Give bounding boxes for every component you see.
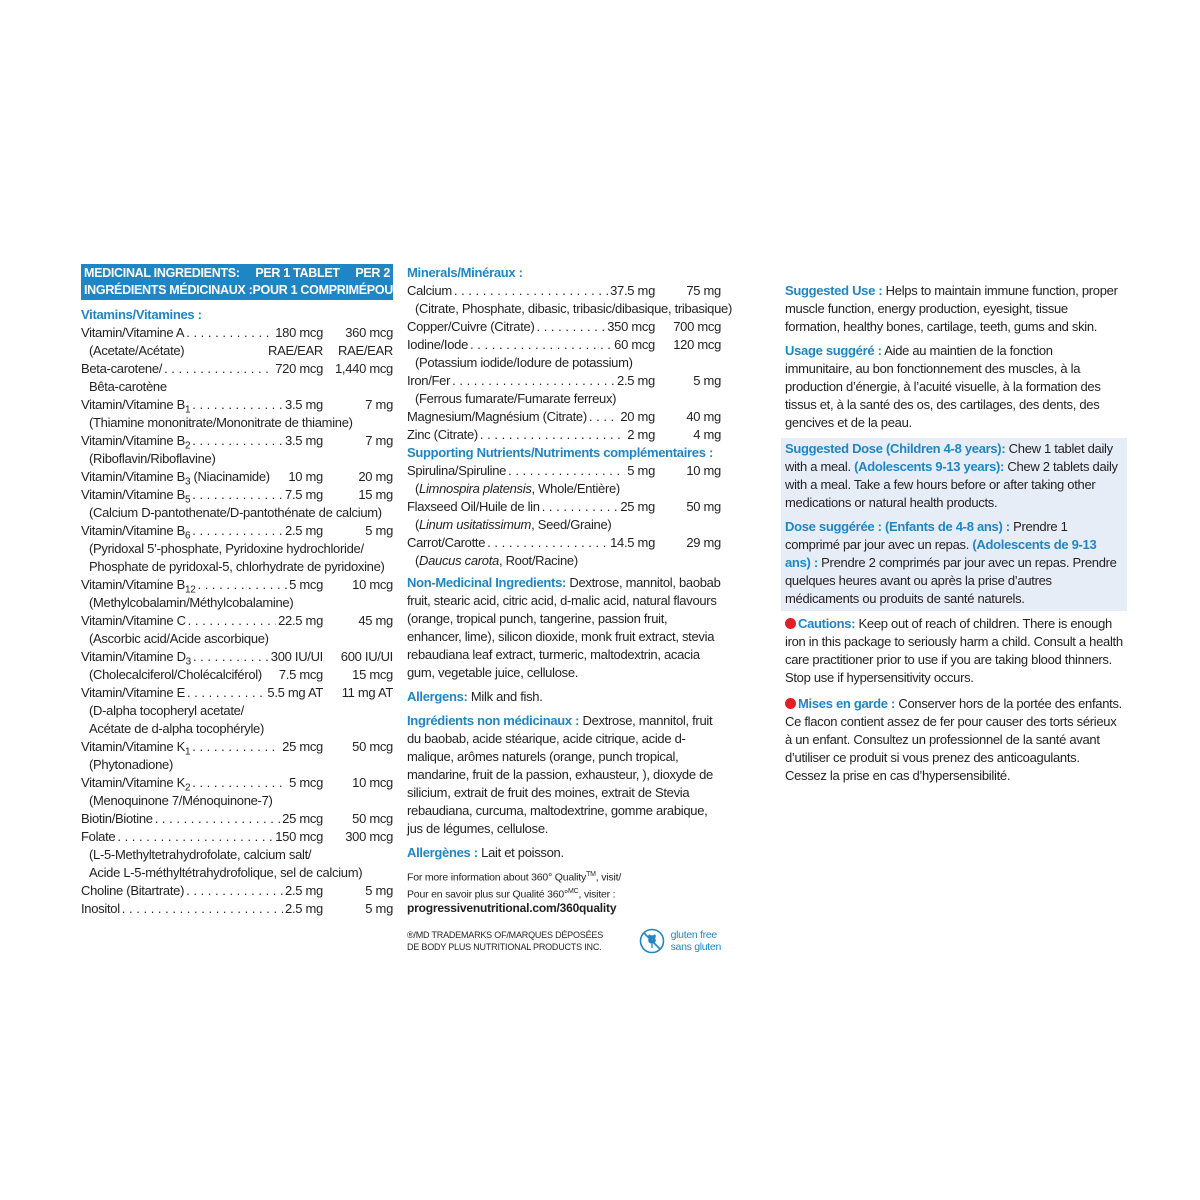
more-info-en: For more information about 360° Quality xyxy=(407,871,587,884)
amount-per-2: 5 mg xyxy=(365,901,393,916)
ingredient-row xyxy=(407,498,721,516)
ingredient-name-text: Vitamin/Vitamine C xyxy=(81,613,186,628)
dose-children-text: Chew 1 tablet daily with a meal. xyxy=(785,441,1113,474)
non-medicinal-text: Dextrose, mannitol, baobab fruit, stearic acid, citric acid, d-malic acid, natural flavours (orange, tropical punch, tangerine, passion fruit, enhancer, lime), silicon dioxide, monk fruit extract, stevia rebaudiana leaf extract, turmeric, maltodextrin, acacia gum, vegetable juice, cellulose. xyxy=(407,575,721,680)
amount-per-2: 120 mcg xyxy=(673,337,721,352)
warning-dot-icon xyxy=(785,698,796,709)
header-label-en: MEDICINAL INGREDIENTS: xyxy=(84,266,240,280)
dose-adolescents-fr-label: (Adolescents de 9-13 ans) : xyxy=(785,537,1097,570)
ingredient-row xyxy=(81,882,393,900)
trademark-line2: DE BODY PLUS NUTRITIONAL PRODUCTS INC. xyxy=(407,942,602,952)
tm-mark: TM xyxy=(586,871,596,878)
ingredient-name-text: Spirulina/Spiruline xyxy=(407,463,507,478)
ingredient-row xyxy=(81,324,393,342)
ingredient-name xyxy=(407,282,452,300)
medicinal-ingredients-column xyxy=(81,264,412,918)
quality-url[interactable]: progressivenutritional.com/360quality xyxy=(407,901,617,915)
ingredient-detail: Phosphate de pyridoxal-5, chlorhydrate de pyridoxine) xyxy=(89,559,385,574)
dot-leader xyxy=(197,576,287,594)
more-info xyxy=(407,868,721,916)
ingredient-name-text: Choline (Bitartrate) xyxy=(81,883,185,898)
gluten-free-en: gluten free xyxy=(670,929,717,941)
ingredient-name-text: Vitamin/Vitamine B xyxy=(81,487,185,502)
dose-children-label: Suggested Dose (Children 4-8 years): xyxy=(785,441,1006,456)
supporting-list xyxy=(407,462,721,570)
dot-leader xyxy=(192,432,283,450)
amount-per-2: 50 mcg xyxy=(352,811,393,826)
ingredient-row xyxy=(407,534,721,552)
ingredient-name-text: Vitamin/Vitamine B xyxy=(81,577,185,592)
amount-per-1: 2.5 mg xyxy=(285,883,323,898)
dot-leader xyxy=(589,408,618,426)
source-part: , Whole/Entière) xyxy=(531,481,620,496)
non-medicinal-text-fr: Dextrose, mannitol, fruit du baobab, acide stéarique, acide citrique, acide d-malique, arômes naturels (orange, punch tropical, mandarine, fruit de la passion, exhausteur, ), dioxyde de silicium, extrait de fruit des moines, extrait de Stevia rebaudiana, curcuma, maltodextrine, gomme arabique, jus de légumes, cellulose. xyxy=(407,713,713,836)
dot-leader xyxy=(186,324,273,342)
vitamins-list xyxy=(81,324,393,918)
amount-per-2: 700 mcg xyxy=(673,319,721,334)
amount-per-2: 29 mg xyxy=(686,535,721,550)
dot-leader xyxy=(192,738,280,756)
header-per1-en: PER 1 TABLET xyxy=(255,266,340,280)
amount-per-1: 5 mg xyxy=(627,463,655,478)
ingredient-row xyxy=(81,360,393,378)
vitamins-heading: Vitamins/Vitamines : xyxy=(81,307,202,322)
amount-per-1: 25 mcg xyxy=(282,739,323,754)
ingredient-name-text: Magnesium/Magnésium (Citrate) xyxy=(407,409,587,424)
dot-leader xyxy=(192,396,283,414)
ingredient-name xyxy=(81,360,162,378)
dot-leader xyxy=(192,486,283,504)
amount-per-2: 11 mg AT xyxy=(341,685,393,700)
dot-leader xyxy=(487,534,608,552)
minerals-heading: Minerals/Minéraux : xyxy=(407,265,523,280)
ingredient-detail: (Ascorbic acid/Acide ascorbique) xyxy=(89,631,269,646)
dot-leader xyxy=(188,612,276,630)
dot-leader xyxy=(192,774,287,792)
amount-per-2: 50 mcg xyxy=(352,739,393,754)
amount-per-1: 7.5 mg xyxy=(285,487,323,502)
trademark-note xyxy=(407,929,603,953)
vitamin-subscript: 12 xyxy=(184,584,196,596)
ingredient-name-text: Vitamin/Vitamine E xyxy=(81,685,185,700)
ingredient-name-text: Vitamin/Vitamine B xyxy=(81,397,185,412)
more-info-en-end: , visit/ xyxy=(595,871,622,884)
dose-enfants-text: Prendre 1 comprimé par jour avec un repas. xyxy=(785,519,1068,552)
allergens-label-fr: Allergènes : xyxy=(407,845,478,860)
dot-leader xyxy=(480,426,625,444)
ingredient-name xyxy=(407,336,468,354)
amount-per-2: 7 mg xyxy=(365,433,393,448)
mc-mark: MC xyxy=(568,887,579,895)
ingredient-detail: Acétate de d-alpha tocophéryle) xyxy=(89,721,264,736)
warning-dot-icon xyxy=(785,618,796,629)
vitamin-subscript: 5 xyxy=(184,494,191,506)
header-per2-en: PER 2 xyxy=(355,266,390,280)
amount-per-1: 10 mg xyxy=(288,469,323,484)
ingredient-row xyxy=(81,468,393,486)
amount-per-1: 22.5 mg xyxy=(278,613,323,628)
source-part: , Root/Racine) xyxy=(498,553,578,568)
amount-per-1: 5.5 mg AT xyxy=(267,685,323,700)
amount-per-2: 40 mg xyxy=(686,409,721,424)
amount-per-1: 5 mcg xyxy=(289,577,323,592)
ingredient-name xyxy=(81,828,115,846)
cautions-text: Keep out of reach of children. There is enough iron in this package to seriously harm a child. Consult a health care practitioner prior to use if you are taking blood thinners. Stop use if hypersensitivity occurs. xyxy=(785,616,1123,685)
gluten-free-badge xyxy=(639,928,721,954)
vitamin-subscript: 6 xyxy=(184,530,191,542)
ingredient-name xyxy=(81,324,184,342)
amount-per-1: 2.5 mg xyxy=(285,523,323,538)
amount-per-2: RAE/EAR xyxy=(338,343,393,358)
ingredient-source: (Linum usitatissimum, Seed/Graine) xyxy=(415,517,612,532)
amount-per-2: 50 mg xyxy=(686,499,721,514)
amount-per-1: 25 mcg xyxy=(282,811,323,826)
amount-per-2: 5 mg xyxy=(693,373,721,388)
allergens-label: Allergens: xyxy=(407,689,468,704)
minerals-list xyxy=(407,282,732,444)
ingredient-name xyxy=(407,426,478,444)
latin-name: Linum usitatissimum xyxy=(419,517,532,532)
ingredient-detail: (Acetate/Acétate) xyxy=(89,343,185,358)
ingredient-name-text: Iodine/Iode xyxy=(407,337,469,352)
footer-row xyxy=(407,928,721,954)
ingredient-row xyxy=(81,774,393,792)
amount-per-1: 37.5 mg xyxy=(610,283,655,298)
dose-adolescents-label: (Adolescents 9-13 years): xyxy=(854,459,1005,474)
cautions-label: Cautions: xyxy=(798,616,856,631)
dot-leader xyxy=(452,372,615,390)
ingredient-name-text: Calcium xyxy=(407,283,452,298)
ingredient-row xyxy=(81,522,393,540)
ingredient-detail: (Ferrous fumarate/Fumarate ferreux) xyxy=(415,391,617,406)
usage-suggere-label: Usage suggéré : xyxy=(785,343,882,358)
ingredient-name-text: Carrot/Carotte xyxy=(407,535,486,550)
vitamin-subscript: 3 xyxy=(184,476,191,488)
ingredient-row xyxy=(407,318,721,336)
ingredient-detail: Acide L-5-méthyltétrahydrofolique, sel de calcium) xyxy=(89,865,363,880)
dose-adolescents-fr-text: Prendre 2 comprimés par jour avec un repas. Prendre quelques heures avant ou après la prise d’autres médicaments ou produits de santé naturels. xyxy=(785,555,1117,606)
ingredient-name-text: Vitamin/Vitamine K xyxy=(81,739,185,754)
dose-suggeree xyxy=(785,518,1123,608)
dot-leader xyxy=(536,318,605,336)
amount-per-1: 150 mcg xyxy=(275,829,323,844)
ingredient-detail: (Menoquinone 7/Ménoquinone-7) xyxy=(89,793,273,808)
non-medicinal-label-fr: Ingrédients non médicinaux : xyxy=(407,713,580,728)
mises-en-garde xyxy=(785,695,1123,785)
dot-leader xyxy=(454,282,608,300)
amount-per-1: 25 mg xyxy=(620,499,655,514)
ingredient-detail: (Phytonadione) xyxy=(89,757,173,772)
ingredient-name xyxy=(81,900,120,918)
ingredient-name-text: Beta-carotene/ xyxy=(81,361,163,376)
ingredient-name-text: Vitamin/Vitamine K xyxy=(81,775,185,790)
source-part: , Seed/Graine) xyxy=(531,517,612,532)
ingredients-header xyxy=(81,264,412,300)
ingredient-name-text: Iron/Fer xyxy=(407,373,451,388)
ingredient-name-text: Biotin/Biotine xyxy=(81,811,153,826)
ingredient-row xyxy=(407,408,721,426)
ingredient-name-text: Vitamin/Vitamine A xyxy=(81,325,185,340)
suggested-dose-box xyxy=(781,438,1127,611)
vitamin-subscript: 1 xyxy=(184,746,191,758)
ingredient-name xyxy=(81,882,184,900)
amount-per-2: 360 mcg xyxy=(345,325,393,340)
ingredient-name-text: Folate xyxy=(81,829,116,844)
ingredient-name-text: Vitamin/Vitamine B xyxy=(81,469,185,484)
allergens xyxy=(407,688,721,706)
amount-per-1: 60 mcg xyxy=(614,337,655,352)
amount-per-2: 1,440 mcg xyxy=(334,361,393,376)
ingredient-name-text: Vitamin/Vitamine B xyxy=(81,523,185,538)
ingredient-name xyxy=(407,534,485,552)
amount-per-2: 300 mcg xyxy=(345,829,393,844)
usage-suggere xyxy=(785,342,1123,432)
latin-name: Daucus carota xyxy=(419,553,499,568)
ingredient-name-text: Vitamin/Vitamine B xyxy=(81,433,185,448)
amount-per-2: 5 mg xyxy=(365,523,393,538)
ingredient-name-text: Flaxseed Oil/Huile de lin xyxy=(407,499,540,514)
ingredient-row xyxy=(81,648,393,666)
amount-per-2: 4 mg xyxy=(693,427,721,442)
dot-leader xyxy=(187,684,265,702)
ingredient-row xyxy=(81,810,393,828)
more-info-fr: Pour en savoir plus sur Qualité 360° xyxy=(407,888,569,900)
vitamin-subscript: 1 xyxy=(184,404,191,416)
amount-per-1: 2 mg xyxy=(627,427,655,442)
more-info-fr-end: , visiter : xyxy=(578,888,616,900)
allergens-text-fr: Lait et poisson. xyxy=(477,845,564,860)
ingredient-name-text: Copper/Cuivre (Citrate) xyxy=(407,319,535,334)
dot-leader xyxy=(155,810,280,828)
latin-name: Limnospira platensis xyxy=(419,481,532,496)
suggested-use-label: Suggested Use : xyxy=(785,283,883,298)
ingredient-row xyxy=(81,684,393,702)
ingredient-row xyxy=(81,612,393,630)
ingredient-detail: (Cholecalciferol/Cholécalciférol) xyxy=(89,667,262,682)
supporting-heading: Supporting Nutrients/Nutriments complémentaires : xyxy=(407,445,714,460)
ingredient-detail: Bêta-carotène xyxy=(89,379,167,394)
amount-per-1: 3.5 mg xyxy=(285,397,323,412)
ingredient-name-text: Zinc (Citrate) xyxy=(407,427,478,442)
header-label-fr: INGRÉDIENTS MÉDICINAUX : xyxy=(84,283,253,297)
ingredient-detail-row xyxy=(81,666,393,684)
amount-per-1: 300 IU/UI xyxy=(270,649,323,664)
dot-leader xyxy=(164,360,273,378)
amount-per-1: 350 mcg xyxy=(607,319,655,334)
mises-en-garde-text: Conserver hors de la portée des enfants. Ce flacon contient assez de fer pour causer des torts sérieux à un enfant. Consultez un professionnel de la santé avant d’utiliser ce produit si vous prenez des anticoagulants. Cessez la prise en cas d’hypersensibilité. xyxy=(785,696,1122,783)
ingredient-row xyxy=(407,282,721,300)
ingredient-row xyxy=(81,828,393,846)
amount-per-2: 20 mg xyxy=(358,469,393,484)
vitamin-subscript: 3 xyxy=(185,656,191,668)
dot-leader xyxy=(117,828,273,846)
ingredient-row xyxy=(81,738,393,756)
amount-per-1: 7.5 mcg xyxy=(278,667,323,682)
header-per1-fr: POUR 1 COMPRIMÉ xyxy=(252,283,367,297)
amount-per-2: 10 mcg xyxy=(352,775,393,790)
ingredient-row xyxy=(81,432,393,450)
allergens-text: Milk and fish. xyxy=(467,689,543,704)
ingredient-detail: (Potassium iodide/Iodure de potassium) xyxy=(415,355,633,370)
ingredient-name-text: Inositol xyxy=(81,901,120,916)
ingredient-name xyxy=(81,684,185,702)
ingredient-row xyxy=(407,372,721,390)
amount-per-1: 2.5 mg xyxy=(285,901,323,916)
amount-per-2: 7 mg xyxy=(365,397,393,412)
amount-per-2: 45 mg xyxy=(358,613,393,628)
amount-per-1: 14.5 mg xyxy=(610,535,655,550)
amount-per-1: 3.5 mg xyxy=(285,433,323,448)
dose-adolescents-text: Chew 2 tablets daily with a meal. Take a few hours before or after taking other medications or natural health products. xyxy=(785,459,1118,510)
dot-leader xyxy=(193,648,269,666)
suggested-use-text: Helps to maintain immune function, proper muscle function, energy production, eyesight, tissue formation, healthy bones, cartilage, teeth, gums and skin. xyxy=(785,283,1118,334)
ingredient-row xyxy=(407,426,721,444)
ingredient-detail: (Riboflavin/Riboflavine) xyxy=(89,451,216,466)
amount-per-2: 75 mg xyxy=(686,283,721,298)
ingredient-detail: (Pyridoxal 5’-phosphate, Pyridoxine hydrochloride/ xyxy=(89,541,364,556)
amount-per-1: 2.5 mg xyxy=(617,373,655,388)
ingredient-row xyxy=(81,576,393,594)
suggested-dose xyxy=(785,440,1123,512)
ingredient-name xyxy=(81,810,153,828)
amount-per-2: 5 mg xyxy=(365,883,393,898)
ingredient-row xyxy=(81,900,393,918)
amount-per-1: 180 mcg xyxy=(275,325,323,340)
ingredient-name xyxy=(407,498,540,516)
amount-per-2: 600 IU/UI xyxy=(340,649,393,664)
ingredient-name-text: Vitamin/Vitamine D xyxy=(81,649,186,664)
vitamin-subscript: 2 xyxy=(184,782,191,794)
ingredient-detail: (Calcium D-pantothenate/D-pantothénate de calcium) xyxy=(89,505,382,520)
dot-leader xyxy=(508,462,625,480)
ingredient-name xyxy=(407,372,450,390)
dot-leader xyxy=(122,900,283,918)
ingredient-row xyxy=(81,396,393,414)
dot-leader xyxy=(542,498,619,516)
non-medicinal-ingredients-fr xyxy=(407,712,721,838)
trademark-line1: ®/MD TRADEMARKS OF/MARQUES DÉPOSÉES xyxy=(407,930,603,940)
dose-enfants-label: Dose suggérée : (Enfants de 4-8 ans) : xyxy=(785,519,1010,534)
ingredient-name xyxy=(407,318,534,336)
ingredient-form: (Niacinamide) xyxy=(190,469,270,484)
minerals-column xyxy=(407,264,732,954)
dot-leader xyxy=(192,522,283,540)
ingredient-detail: (Thiamine mononitrate/Mononitrate de thiamine) xyxy=(89,415,353,430)
ingredient-detail: (Citrate, Phosphate, dibasic, tribasic/dibasique, tribasique) xyxy=(415,301,732,316)
amount-per-1: 5 mcg xyxy=(289,775,323,790)
usage-suggere-text: Aide au maintien de la fonction immunitaire, au bon fonctionnement des muscles, à la production d’énergie, à l’acuité visuelle, à la formation des tissus et, à la santé des os, des cartilages, des dents, des gencives et de la peau. xyxy=(785,343,1101,430)
ingredient-source: (Daucus carota, Root/Racine) xyxy=(415,553,578,568)
amount-per-1: 720 mcg xyxy=(275,361,323,376)
header-per2-fr: POUR 2 xyxy=(366,283,412,297)
ingredient-name xyxy=(407,462,506,480)
amount-per-2: 15 mg xyxy=(358,487,393,502)
ingredient-row xyxy=(81,486,393,504)
ingredient-row xyxy=(407,462,721,480)
gluten-free-fr: sans gluten xyxy=(670,941,721,953)
ingredient-source: (Limnospira platensis, Whole/Entière) xyxy=(415,481,620,496)
ingredient-detail: (D-alpha tocopheryl acetate/ xyxy=(89,703,244,718)
vitamin-subscript: 2 xyxy=(184,440,191,452)
amount-per-1: 20 mg xyxy=(620,409,655,424)
non-medicinal-ingredients xyxy=(407,574,721,682)
dot-leader xyxy=(186,882,283,900)
gluten-free-text xyxy=(671,929,721,953)
ingredient-detail: (L-5-Methyltetrahydrofolate, calcium salt/ xyxy=(89,847,312,862)
ingredient-detail-row xyxy=(81,342,393,360)
directions-column xyxy=(785,282,1123,791)
suggested-use xyxy=(785,282,1123,336)
ingredient-name xyxy=(407,408,587,426)
amount-per-1: RAE/EAR xyxy=(268,343,323,358)
amount-per-2: 15 mcg xyxy=(352,667,393,682)
allergens-fr xyxy=(407,844,721,862)
ingredient-row xyxy=(407,336,721,354)
cautions xyxy=(785,615,1123,687)
wheat-crossed-icon xyxy=(639,928,665,954)
amount-per-2: 10 mcg xyxy=(352,577,393,592)
mises-en-garde-label: Mises en garde : xyxy=(798,696,896,711)
dot-leader xyxy=(470,336,612,354)
non-medicinal-label: Non-Medicinal Ingredients: xyxy=(407,575,567,590)
ingredient-detail: (Methylcobalamin/Méthylcobalamine) xyxy=(89,595,294,610)
ingredient-name xyxy=(81,612,186,630)
amount-per-2: 10 mg xyxy=(686,463,721,478)
